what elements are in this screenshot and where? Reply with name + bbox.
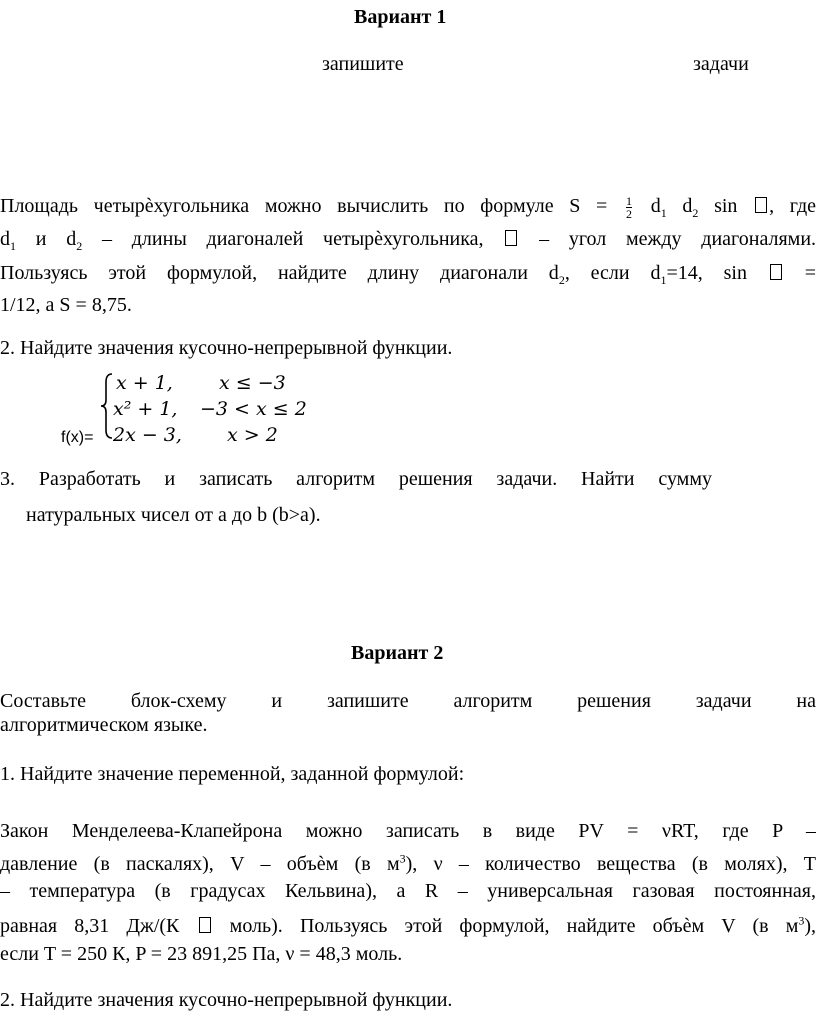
v2-problem2: 2. Найдите значения кусочно-непрерывной функции.	[0, 989, 453, 1011]
case3-cond: x > 2	[227, 424, 278, 446]
p1-line4: 1/12, а S = 8,75.	[0, 294, 132, 316]
law-line3: – температура (в градусах Кельвина), а R – универсальная газовая постоянная,	[0, 880, 816, 902]
law-line4: равная 8,31 Дж/(К моль). Пользуясь этой формулой, найдите объѐм V (в $м^3$),	[0, 913, 816, 937]
law-line1: Закон Менделеева-Клапейрона можно записать в виде PV = νRT, где P –	[0, 820, 816, 842]
header-word-write: запишите	[322, 53, 404, 75]
case3-expr: 2x − 3,	[113, 424, 182, 446]
p3-line2: натуральных чисел от а до b (b>a).	[26, 504, 321, 526]
v2-intro-line2: алгоритмическом языке.	[0, 714, 208, 736]
p2-text: 2. Найдите значения кусочно-непрерывной функции.	[0, 337, 453, 359]
v2-problem1: 1. Найдите значение переменной, заданной формулой:	[0, 763, 465, 785]
p3-line1: 3. Разработать и записать алгоритм решения задачи. Найти сумму	[0, 468, 712, 490]
function-label: f(x)=	[61, 429, 94, 446]
header-word-task: задачи	[693, 53, 749, 75]
law-line5: если T = 250 К, P = 23 891,25 Па, ν = 48,3 моль.	[0, 943, 403, 965]
missing-glyph-box	[770, 264, 782, 280]
piecewise-brace	[100, 372, 114, 440]
p1-line3: Пользуясь этой формулой, найдите длину диагонали $d_2$, если $d_1=14$, sin =	[0, 262, 816, 287]
v2-intro-line1: Составьте блок-схему и запишите алгоритм решения задачи на	[0, 690, 816, 712]
law-line2: давление (в паскалях), V – объѐм (в $м^3$), ν – количество вещества (в молях), T	[0, 851, 816, 875]
missing-glyph-box	[199, 917, 211, 933]
case1-expr: x + 1,	[116, 372, 173, 394]
case1-cond: x ≤ −3	[219, 372, 286, 394]
missing-glyph-box	[505, 230, 517, 246]
case2-cond: −3 < x ≤ 2	[200, 398, 307, 420]
fraction-one-half: $\frac{1}{2}$	[626, 194, 633, 221]
variant1-title: Вариант 1	[354, 6, 447, 28]
case2-expr: x² + 1,	[113, 398, 178, 420]
p1-line2: $d_1$ и $d_2$ – длины диагоналей четырѐхугольника, – угол между диагоналями.	[0, 228, 816, 253]
missing-glyph-box	[755, 197, 767, 213]
variant2-title: Вариант 2	[351, 642, 444, 664]
p1-line1: Площадь четырѐхугольника можно вычислить по формуле $S = \frac{1}{2} d_1$ $d_2$ sin , где	[0, 194, 816, 221]
